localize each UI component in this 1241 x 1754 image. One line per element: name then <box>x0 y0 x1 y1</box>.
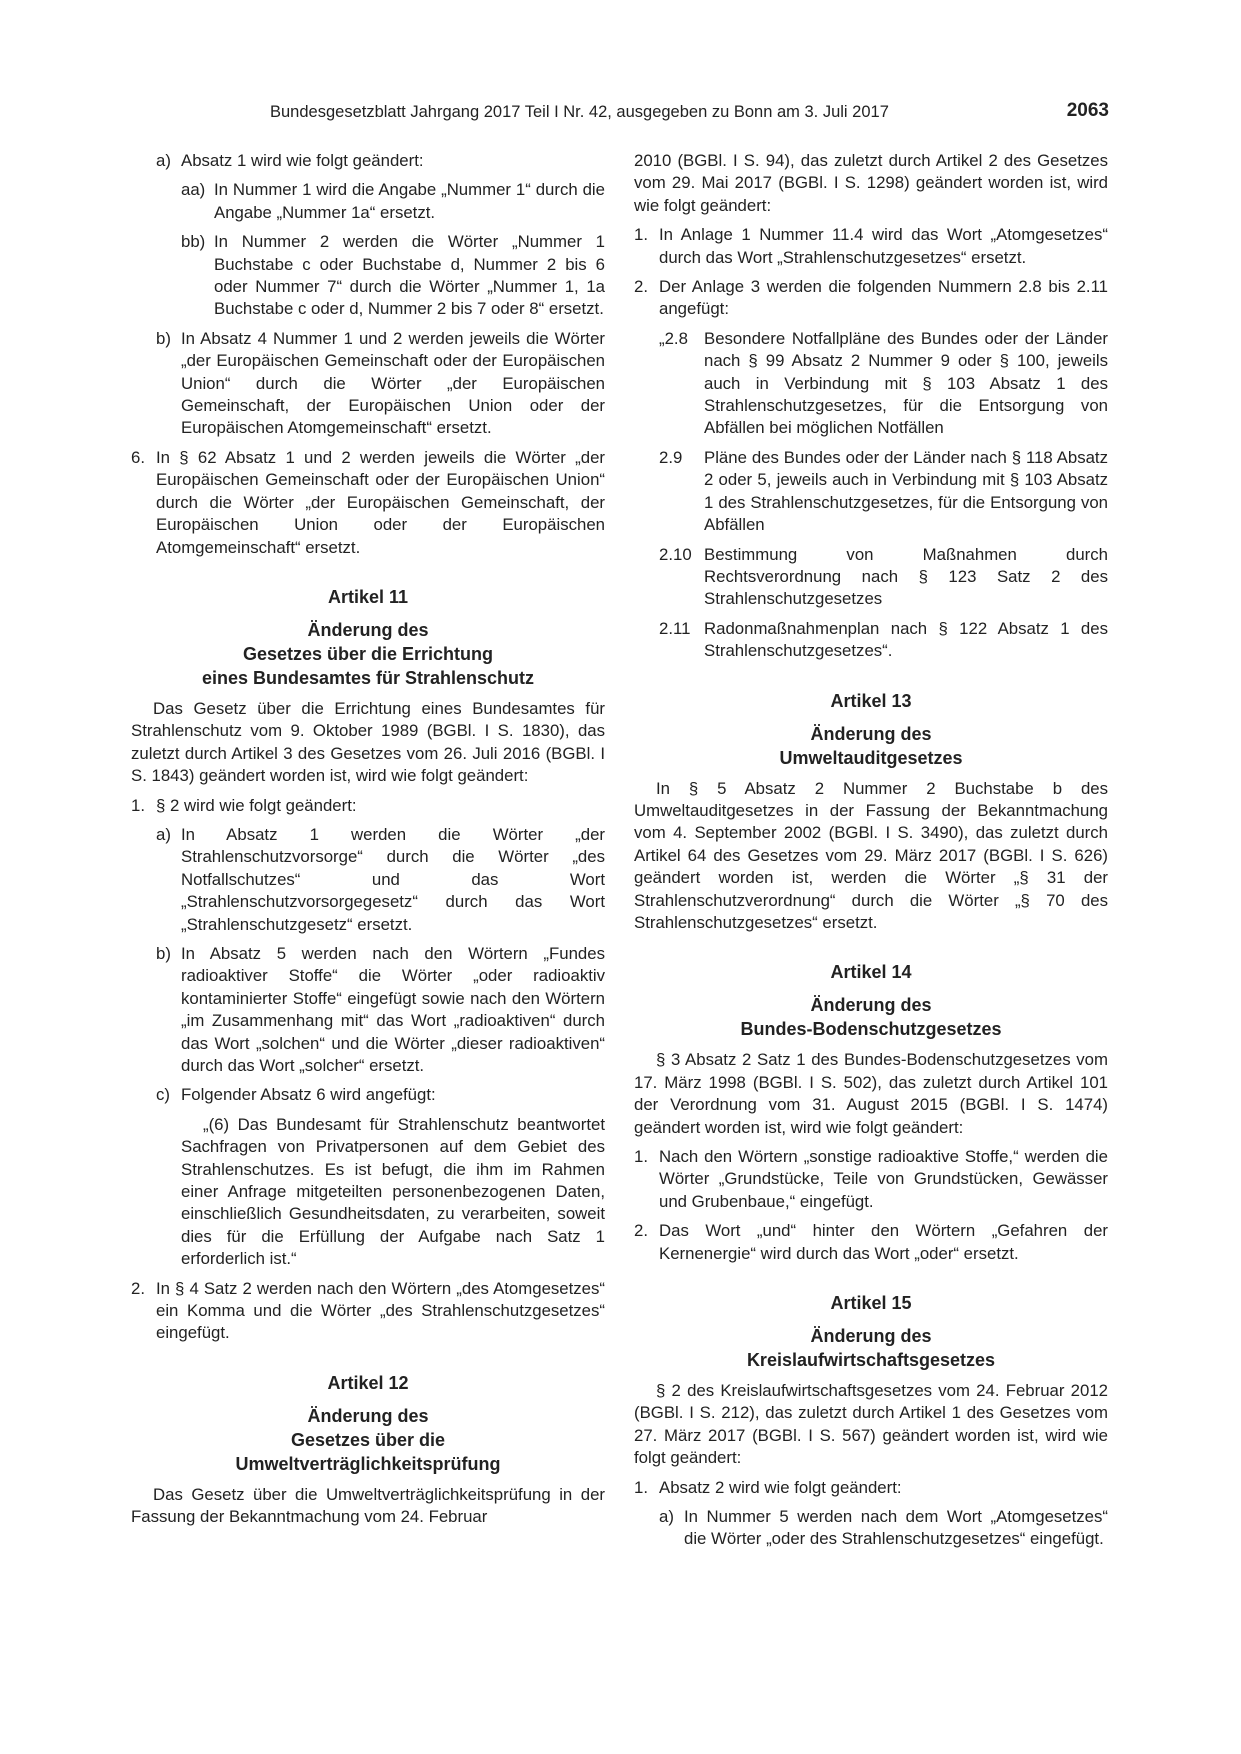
list-item: 2. Das Wort „und“ hinter den Wörtern „Gefahren der Kernenergie“ wird durch das Wort „oder“ ersetzt. <box>634 1221 1108 1263</box>
list-item: 2.10 Bestimmung von Maßnahmen durch Rechtsverordnung nach § 123 Satz 2 des Strahlenschutzgesetzes <box>659 544 1108 609</box>
list-item: a) Absatz 1 wird wie folgt geändert: <box>156 151 424 170</box>
list-item: 2. Der Anlage 3 werden die folgenden Nummern 2.8 bis 2.11 angefügt: <box>634 277 1108 319</box>
article-heading: Artikel 14 <box>830 962 912 983</box>
left-column <box>131 150 605 1536</box>
list-item: „2.8 Besondere Notfallpläne des Bundes oder der Länder nach § 99 Absatz 2 Nummer 9 oder § 100, jeweils auch in Verbindung mit § 103 Absatz 1 des Strahlenschutzgesetzes, für die Entsorgung von Abfällen bei möglichen Notfällen <box>659 328 1108 438</box>
list-item: 1. In Anlage 1 Nummer 11.4 wird das Wort „Atomgesetzes“ durch das Wort „Strahlenschutzgesetzes“ ersetzt. <box>634 225 1108 267</box>
article-heading: Artikel 13 <box>830 690 912 711</box>
list-item: 1. Absatz 2 wird wie folgt geändert: <box>634 1477 902 1497</box>
list-item: a) In Absatz 1 werden die Wörter „der Strahlenschutzvorsorge“ durch die Wörter „des Notfallschutzes“ und das Wort „Strahlenschutzvorsorgegesetz“ durch das Wort „Strahlenschutzgesetz“ ersetzt. <box>156 824 605 934</box>
article-title: Änderung des Gesetzes über die Errichtung eines Bundesamtes für Strahlenschutz <box>201 619 535 688</box>
article-title: Änderung des Kreislaufwirtschaftsgesetzes <box>746 1326 996 1371</box>
page-header <box>0 98 1241 128</box>
list-item: a) In Nummer 5 werden nach dem Wort „Atomgesetzes“ die Wörter „oder des Strahlenschutzgesetzes“ eingefügt. <box>659 1507 1108 1549</box>
quoted-paragraph: „(6) Das Bundesamt für Strahlenschutz beantwortet Sachfragen von Privatpersonen auf dem Gebiet des Strahlenschutzes. Es ist befugt, die ihm im Rahmen einer Anfrage mitgeteilten personenbezogenen Daten, einschließlich Gesundheitsdaten, zu verarbeiten, soweit dies für die Erfüllung der Aufgabe nach Satz 1 erforderlich ist.“ <box>181 1114 605 1269</box>
article-title: Änderung des Umweltauditgesetzes <box>779 723 963 768</box>
paragraph: § 3 Absatz 2 Satz 1 des Bundes-Bodenschutzgesetzes vom 17. März 1998 (BGBl. I S. 502), das zuletzt durch Artikel 101 der Verordnung vom 31. August 2015 (BGBl. I S. 1474) geändert worden ist, wird wie folgt geändert: <box>634 1050 1108 1137</box>
header-title: Bundesgesetzblatt Jahrgang 2017 Teil I Nr. 42, ausgegeben zu Bonn am 3. Juli 2017 <box>270 103 889 121</box>
right-column <box>634 150 1108 1558</box>
paragraph: Das Gesetz über die Errichtung eines Bundesamtes für Strahlenschutz vom 9. Oktober 1989 (BGBl. I S. 1830), das zuletzt durch Artikel 3 des Gesetzes vom 26. Juli 2016 (BGBl. I S. 1843) geändert worden ist, wird wie folgt geändert: <box>131 698 605 786</box>
paragraph: 2010 (BGBl. I S. 94), das zuletzt durch Artikel 2 des Gesetzes vom 29. Mai 2017 (BGBl. I S. 1298) geändert worden ist, wird wie folgt geändert: <box>634 151 1108 215</box>
list-item: b) In Absatz 5 werden nach den Wörtern „Fundes radioaktiver Stoffe“ die Wörter „oder radioaktiv kontaminierter Stoffe“ eingefügt sowie nach den Wörtern „im Zusammenhang mit“ das Wort „radioaktiven“ durch das Wort „solchen“ und die Wörter „dieser radioaktiven“ durch das Wort „solcher“ ersetzt. <box>156 943 605 1075</box>
article-heading: Artikel 12 <box>327 1372 409 1393</box>
page-number: 2063 <box>1066 100 1109 121</box>
list-item: 2.11 Radonmaßnahmenplan nach § 122 Absatz 1 des Strahlenschutzgesetzes“. <box>659 618 1108 661</box>
list-item: b) In Absatz 4 Nummer 1 und 2 werden jeweils die Wörter „der Europäischen Gemeinschaft oder der Europäischen Union“ durch die Wörter „der Europäischen Gemeinschaft, der Europäischen Union oder der Europäischen Atomgemeinschaft“ ersetzt. <box>156 328 605 438</box>
list-item: aa) In Nummer 1 wird die Angabe „Nummer 1“ durch die Angabe „Nummer 1a“ ersetzt. <box>181 180 605 222</box>
paragraph: In § 5 Absatz 2 Nummer 2 Buchstabe b des Umweltauditgesetzes in der Fassung der Bekanntmachung vom 4. September 2002 (BGBl. I S. 3490), das zuletzt durch Artikel 64 des Gesetzes vom 29. März 2017 (BGBl. I S. 626) geändert worden ist, werden die Wörter „§ 31 der Strahlenschutzverordnung“ durch die Wörter „§ 70 des Strahlenschutzgesetzes“ ersetzt. <box>634 778 1108 932</box>
paragraph: § 2 des Kreislaufwirtschaftsgesetzes vom 24. Februar 2012 (BGBl. I S. 212), das zuletzt durch Artikel 1 des Gesetzes vom 27. März 2017 (BGBl. I S. 567) geändert worden ist, wird wie folgt geändert: <box>634 1381 1108 1468</box>
list-item: c) Folgender Absatz 6 wird angefügt: <box>156 1085 436 1105</box>
article-title: Änderung des Gesetzes über die Umweltverträglichkeitsprüfung <box>235 1405 501 1474</box>
list-item: bb) In Nummer 2 werden die Wörter „Nummer 1 Buchstabe c oder Buchstabe d, Nummer 2 bis 6 oder Nummer 7“ durch die Wörter „Nummer 1, 1a Buchstabe c oder d, Nummer 2 bis 7 oder 8“ ersetzt. <box>181 232 605 319</box>
list-item: 1. § 2 wird wie folgt geändert: <box>131 795 357 815</box>
list-item: 1. Nach den Wörtern „sonstige radioaktive Stoffe,“ werden die Wörter „Grundstücke, Teile von Grundstücken, Gewässer und Grubenbaue,“ eingefügt. <box>634 1147 1108 1211</box>
article-title: Änderung des Bundes-Bodenschutzgesetzes <box>740 995 1002 1040</box>
paragraph: Das Gesetz über die Umweltverträglichkeitsprüfung in der Fassung der Bekanntmachung vom 24. Februar <box>131 1484 605 1527</box>
list-item: 6. In § 62 Absatz 1 und 2 werden jeweils die Wörter „der Europäischen Gemeinschaft oder der Europäischen Union“ durch die Wörter „der Europäischen Gemeinschaft, der Europäischen Union oder der Europäischen Atomgemeinschaft“ ersetzt. <box>131 447 605 557</box>
list-item: 2.9 Pläne des Bundes oder der Länder nach § 118 Absatz 2 oder 5, jeweils auch in Verbindung mit § 103 Absatz 1 des Strahlenschutzgesetzes, für die Entsorgung von Abfällen <box>659 447 1108 535</box>
article-heading: Artikel 15 <box>830 1293 912 1314</box>
list-item: 2. In § 4 Satz 2 werden nach den Wörtern „des Atomgesetzes“ ein Komma und die Wörter „des Strahlenschutzgesetzes“ eingefügt. <box>131 1278 605 1343</box>
article-heading: Artikel 11 <box>327 586 409 607</box>
